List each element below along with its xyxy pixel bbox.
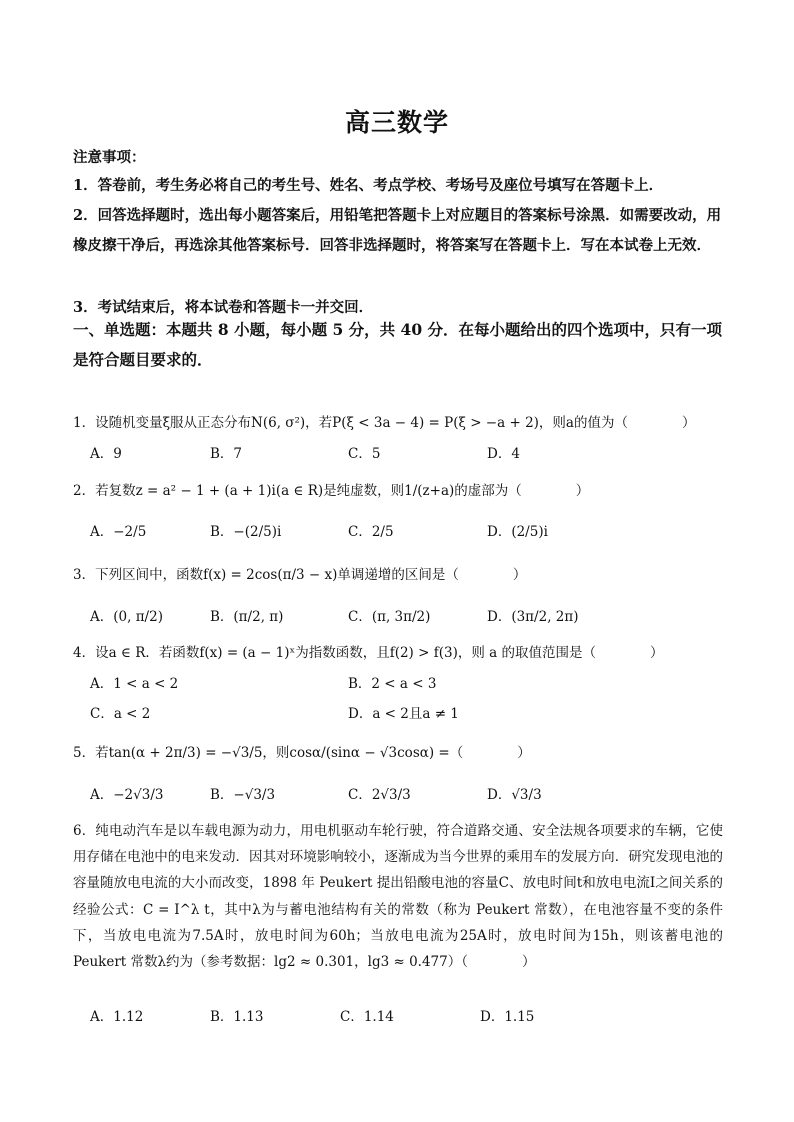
question-6-stem: 6．纯电动汽车是以车载电源为动力，用电机驱动车轮行驶，符合道路交通、安全法规各项要求的车辆，它使用存储在电池中的电来发动．因其对环境影响较小，逐渐成为当今世界的乘用车的发展方向．研究发现电池的容量随放电电流的大小而改变，1898 年 Peukert 提出铅酸电池的容量C、放电时间t和放电电流I之间关系的经验公式：C = I^λ t，其中λ为与蓄电池结构有关的常数（称为 Peukert 常数），在电池容量不变的条件下，当放电电流为7.5A时，放电时间为60h；当放电电流为25A时，放电时间为15h，则该蓄电池的 Peukert 常数λ约为（参考数据：lg2 ≈ 0.301，lg3 ≈ 0.477）（ ） (73, 823, 723, 971)
notice-item-2: 2．回答选择题时，选出每小题答案后，用铅笔把答题卡上对应题目的答案标号涂黑．如需要改动，用橡皮擦干净后，再选涂其他答案标号．回答非选择题时，将答案写在答题卡上．写在本试卷上无效． (73, 207, 722, 254)
option-b: B．(π/2, π) (210, 609, 284, 625)
section-heading: 一、单选题：本题共 8 小题，每小题 5 分，共 40 分．在每小题给出的四个选项中，只有一项是符合题目要求的． (73, 320, 723, 369)
question-3-options (90, 605, 690, 631)
option-c: C．2/5 (348, 524, 394, 540)
option-a: A．−2√3/3 (90, 787, 164, 803)
option-d: D．(2/5)i (487, 524, 548, 540)
option-a: A．−2/5 (90, 524, 147, 540)
option-d: D．√3/3 (487, 787, 542, 803)
option-a: A．1 < a < 2 (90, 676, 179, 692)
option-b: B．−(2/5)i (210, 524, 282, 540)
option-c: C．(π, 3π/2) (348, 609, 431, 625)
notice-item-1: 1．答卷前，考生务必将自己的考生号、姓名、考点学校、考场号及座位号填写在答题卡上． (73, 177, 664, 194)
option-d: D．a < 2且a ≠ 1 (348, 706, 459, 722)
question-3-stem: 3．下列区间中，函数f(x) = 2cos(π/3 − x)单调递增的区间是（ ） (73, 567, 527, 583)
question-5-options (90, 783, 690, 809)
question-5-stem: 5．若tan(α + 2π/3) = −√3/5，则cosα/(sinα − √3cosα) =（ ） (73, 745, 531, 761)
question-4-options-row-1 (90, 672, 690, 698)
notice-heading: 注意事项： (73, 149, 146, 166)
option-c: C．5 (348, 446, 381, 462)
option-d: D．1.15 (480, 1009, 535, 1025)
question-4-options-row-2 (90, 702, 690, 728)
option-c: C．a < 2 (90, 706, 151, 722)
option-b: B．−√3/3 (210, 787, 276, 803)
question-2-stem: 2．若复数z = a² − 1 + (a + 1)i(a ∈ R)是纯虚数，则1/(z+a)的虚部为（ ） (73, 483, 590, 499)
question-4-stem: 4．设a ∈ R．若函数f(x) = (a − 1)ˣ为指数函数，且f(2) > f(3)，则 a 的取值范围是（ ） (73, 645, 664, 661)
page-title: 高三数学 (344, 108, 449, 137)
option-b: B．2 < a < 3 (348, 676, 437, 692)
question-1-stem: 1．设随机变量ξ服从正态分布N(6, σ²)，若P(ξ < 3a − 4) = P(ξ > −a + 2)，则a的值为（ ） (73, 415, 696, 431)
option-b: B．1.13 (210, 1009, 264, 1025)
option-c: C．1.14 (340, 1009, 394, 1025)
option-a: A．9 (90, 446, 122, 462)
option-d: D．4 (487, 446, 520, 462)
option-a: A．(0, π/2) (90, 609, 163, 625)
option-c: C．2√3/3 (348, 787, 411, 803)
question-1-options (90, 442, 690, 468)
option-d: D．(3π/2, 2π) (487, 609, 579, 625)
option-a: A．1.12 (90, 1009, 144, 1025)
notice-item-3: 3．考试结束后，将本试卷和答题卡一并交回． (73, 299, 374, 316)
question-2-options (90, 520, 690, 546)
question-6-options (90, 1005, 690, 1031)
option-b: B．7 (210, 446, 243, 462)
